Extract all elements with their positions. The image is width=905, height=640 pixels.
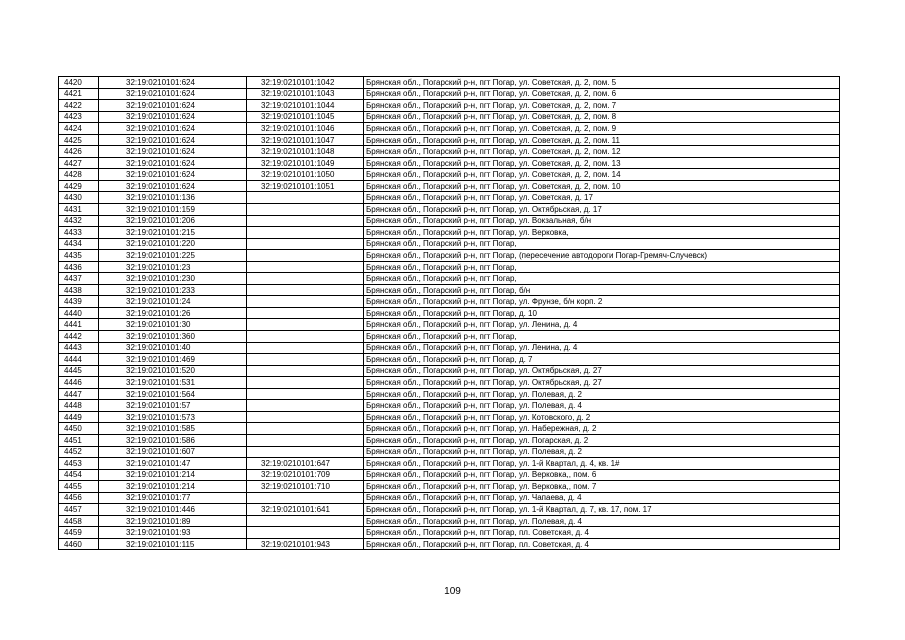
table-row (59, 296, 840, 308)
cadastral-number-cell: 32:19:0210101:624 (99, 123, 247, 135)
table-row (59, 307, 840, 319)
table-row (59, 111, 840, 123)
room-cadastral-number-cell (247, 377, 364, 389)
room-cadastral-number-cell (247, 411, 364, 423)
room-cadastral-number-cell (247, 423, 364, 435)
table-row (59, 423, 840, 435)
table-row (59, 123, 840, 135)
cadastral-number-cell: 32:19:0210101:624 (99, 77, 247, 89)
room-cadastral-number-cell (247, 331, 364, 343)
room-cadastral-number-cell (247, 400, 364, 412)
table-row (59, 504, 840, 516)
row-number-cell: 4420 (59, 77, 99, 89)
cadastral-number-cell: 32:19:0210101:77 (99, 492, 247, 504)
row-number-cell: 4425 (59, 134, 99, 146)
row-number-cell: 4423 (59, 111, 99, 123)
room-cadastral-number-cell (247, 215, 364, 227)
address-cell: Брянская обл., Погарский р-н, пгт Погар, ул. 1-й Квартал, д. 7, кв. 17, пом. 17 (364, 504, 840, 516)
address-cell: Брянская обл., Погарский р-н, пгт Погар, ул. Советская, д. 2, пом. 7 (364, 100, 840, 112)
cadastral-number-cell: 32:19:0210101:469 (99, 354, 247, 366)
address-cell: Брянская обл., Погарский р-н, пгт Погар, (пересечение автодороги Погар-Гремяч-Случевск) (364, 250, 840, 262)
table-row (59, 169, 840, 181)
table-row (59, 273, 840, 285)
address-cell: Брянская обл., Погарский р-н, пгт Погар, ул. Фрунзе, б/н корп. 2 (364, 296, 840, 308)
row-number-cell: 4421 (59, 88, 99, 100)
address-cell: Брянская обл., Погарский р-н, пгт Погар, ул. Чапаева, д. 4 (364, 492, 840, 504)
room-cadastral-number-cell (247, 284, 364, 296)
address-cell: Брянская обл., Погарский р-н, пгт Погар, ул. Октябрьская, д. 17 (364, 204, 840, 216)
address-cell: Брянская обл., Погарский р-н, пгт Погар, ул. Советская, д. 2, пом. 13 (364, 157, 840, 169)
room-cadastral-number-cell: 32:19:0210101:1047 (247, 134, 364, 146)
address-cell: Брянская обл., Погарский р-н, пгт Погар, ул. Полевая, д. 2 (364, 388, 840, 400)
property-register-table (58, 76, 840, 550)
row-number-cell: 4458 (59, 515, 99, 527)
cadastral-number-cell: 32:19:0210101:624 (99, 134, 247, 146)
table-row (59, 331, 840, 343)
room-cadastral-number-cell (247, 434, 364, 446)
table-row (59, 157, 840, 169)
room-cadastral-number-cell (247, 261, 364, 273)
room-cadastral-number-cell (247, 296, 364, 308)
table-row (59, 365, 840, 377)
cadastral-number-cell: 32:19:0210101:40 (99, 342, 247, 354)
cadastral-number-cell: 32:19:0210101:624 (99, 180, 247, 192)
table-row (59, 411, 840, 423)
address-cell: Брянская обл., Погарский р-н, пгт Погар, ул. 1-й Квартал, д. 4, кв. 1# (364, 458, 840, 470)
address-cell: Брянская обл., Погарский р-н, пгт Погар, ул. Ленина, д. 4 (364, 319, 840, 331)
table-row (59, 400, 840, 412)
cadastral-number-cell: 32:19:0210101:30 (99, 319, 247, 331)
cadastral-number-cell: 32:19:0210101:136 (99, 192, 247, 204)
row-number-cell: 4444 (59, 354, 99, 366)
row-number-cell: 4437 (59, 273, 99, 285)
cadastral-number-cell: 32:19:0210101:624 (99, 157, 247, 169)
table-row (59, 215, 840, 227)
address-cell: Брянская обл., Погарский р-н, пгт Погар, пл. Советская, д. 4 (364, 527, 840, 539)
table-row (59, 134, 840, 146)
room-cadastral-number-cell: 32:19:0210101:710 (247, 481, 364, 493)
address-cell: Брянская обл., Погарский р-н, пгт Погар, ул. Погарская, д. 2 (364, 434, 840, 446)
room-cadastral-number-cell (247, 354, 364, 366)
room-cadastral-number-cell: 32:19:0210101:1044 (247, 100, 364, 112)
cadastral-number-cell: 32:19:0210101:607 (99, 446, 247, 458)
table-row (59, 227, 840, 239)
address-cell: Брянская обл., Погарский р-н, пгт Погар, ул. Полевая, д. 4 (364, 400, 840, 412)
room-cadastral-number-cell: 32:19:0210101:1042 (247, 77, 364, 89)
room-cadastral-number-cell: 32:19:0210101:1048 (247, 146, 364, 158)
room-cadastral-number-cell (247, 342, 364, 354)
table-row (59, 377, 840, 389)
room-cadastral-number-cell (247, 227, 364, 239)
row-number-cell: 4450 (59, 423, 99, 435)
row-number-cell: 4445 (59, 365, 99, 377)
table-row (59, 88, 840, 100)
address-cell: Брянская обл., Погарский р-н, пгт Погар, ул. Верковка,, пом. 6 (364, 469, 840, 481)
row-number-cell: 4443 (59, 342, 99, 354)
table-row (59, 354, 840, 366)
cadastral-number-cell: 32:19:0210101:624 (99, 88, 247, 100)
cadastral-number-cell: 32:19:0210101:47 (99, 458, 247, 470)
room-cadastral-number-cell (247, 515, 364, 527)
row-number-cell: 4451 (59, 434, 99, 446)
address-cell: Брянская обл., Погарский р-н, пгт Погар, ул. Октябрьская, д. 27 (364, 377, 840, 389)
row-number-cell: 4436 (59, 261, 99, 273)
row-number-cell: 4431 (59, 204, 99, 216)
room-cadastral-number-cell: 32:19:0210101:1043 (247, 88, 364, 100)
room-cadastral-number-cell: 32:19:0210101:1051 (247, 180, 364, 192)
room-cadastral-number-cell (247, 238, 364, 250)
cadastral-number-cell: 32:19:0210101:585 (99, 423, 247, 435)
room-cadastral-number-cell (247, 388, 364, 400)
address-cell: Брянская обл., Погарский р-н, пгт Погар, ул. Советская, д. 2, пом. 9 (364, 123, 840, 135)
cadastral-number-cell: 32:19:0210101:214 (99, 469, 247, 481)
address-cell: Брянская обл., Погарский р-н, пгт Погар, ул. Октябрьская, д. 27 (364, 365, 840, 377)
table-row (59, 180, 840, 192)
row-number-cell: 4441 (59, 319, 99, 331)
address-cell: Брянская обл., Погарский р-н, пгт Погар, ул. Советская, д. 17 (364, 192, 840, 204)
row-number-cell: 4434 (59, 238, 99, 250)
table-row (59, 204, 840, 216)
address-cell: Брянская обл., Погарский р-н, пгт Погар, ул. Советская, д. 2, пом. 8 (364, 111, 840, 123)
address-cell: Брянская обл., Погарский р-н, пгт Погар, ул. Советская, д. 2, пом. 14 (364, 169, 840, 181)
row-number-cell: 4433 (59, 227, 99, 239)
table-row (59, 434, 840, 446)
row-number-cell: 4460 (59, 538, 99, 550)
address-cell: Брянская обл., Погарский р-н, пгт Погар, д. 7 (364, 354, 840, 366)
table-row (59, 192, 840, 204)
address-cell: Брянская обл., Погарский р-н, пгт Погар, ул. Советская, д. 2, пом. 10 (364, 180, 840, 192)
cadastral-number-cell: 32:19:0210101:115 (99, 538, 247, 550)
room-cadastral-number-cell (247, 319, 364, 331)
cadastral-number-cell: 32:19:0210101:624 (99, 111, 247, 123)
room-cadastral-number-cell (247, 446, 364, 458)
cadastral-number-cell: 32:19:0210101:225 (99, 250, 247, 262)
row-number-cell: 4453 (59, 458, 99, 470)
table-row (59, 481, 840, 493)
address-cell: Брянская обл., Погарский р-н, пгт Погар, ул. Верковка, (364, 227, 840, 239)
row-number-cell: 4452 (59, 446, 99, 458)
row-number-cell: 4449 (59, 411, 99, 423)
table-row (59, 342, 840, 354)
cadastral-number-cell: 32:19:0210101:26 (99, 307, 247, 319)
cadastral-number-cell: 32:19:0210101:586 (99, 434, 247, 446)
room-cadastral-number-cell: 32:19:0210101:1050 (247, 169, 364, 181)
cadastral-number-cell: 32:19:0210101:206 (99, 215, 247, 227)
address-cell: Брянская обл., Погарский р-н, пгт Погар, (364, 273, 840, 285)
table-row (59, 388, 840, 400)
cadastral-number-cell: 32:19:0210101:57 (99, 400, 247, 412)
row-number-cell: 4456 (59, 492, 99, 504)
cadastral-number-cell: 32:19:0210101:230 (99, 273, 247, 285)
page-number: 109 (444, 586, 461, 597)
address-cell: Брянская обл., Погарский р-н, пгт Погар, ул. Советская, д. 2, пом. 5 (364, 77, 840, 89)
cadastral-number-cell: 32:19:0210101:214 (99, 481, 247, 493)
row-number-cell: 4428 (59, 169, 99, 181)
table-row (59, 284, 840, 296)
row-number-cell: 4459 (59, 527, 99, 539)
table-row (59, 250, 840, 262)
cadastral-number-cell: 32:19:0210101:89 (99, 515, 247, 527)
cadastral-number-cell: 32:19:0210101:564 (99, 388, 247, 400)
row-number-cell: 4430 (59, 192, 99, 204)
cadastral-number-cell: 32:19:0210101:573 (99, 411, 247, 423)
row-number-cell: 4440 (59, 307, 99, 319)
table-row (59, 492, 840, 504)
room-cadastral-number-cell (247, 527, 364, 539)
address-cell: Брянская обл., Погарский р-н, пгт Погар, (364, 331, 840, 343)
row-number-cell: 4447 (59, 388, 99, 400)
address-cell: Брянская обл., Погарский р-н, пгт Погар, ул. Советская, д. 2, пом. 11 (364, 134, 840, 146)
row-number-cell: 4439 (59, 296, 99, 308)
cadastral-number-cell: 32:19:0210101:360 (99, 331, 247, 343)
row-number-cell: 4426 (59, 146, 99, 158)
address-cell: Брянская обл., Погарский р-н, пгт Погар, ул. Вокзальная, б/н (364, 215, 840, 227)
row-number-cell: 4457 (59, 504, 99, 516)
property-register-body (59, 77, 840, 550)
room-cadastral-number-cell (247, 250, 364, 262)
room-cadastral-number-cell (247, 492, 364, 504)
room-cadastral-number-cell: 32:19:0210101:943 (247, 538, 364, 550)
cadastral-number-cell: 32:19:0210101:624 (99, 169, 247, 181)
table-row (59, 238, 840, 250)
row-number-cell: 4455 (59, 481, 99, 493)
cadastral-number-cell: 32:19:0210101:159 (99, 204, 247, 216)
table-row (59, 77, 840, 89)
room-cadastral-number-cell (247, 273, 364, 285)
table-row (59, 458, 840, 470)
cadastral-number-cell: 32:19:0210101:531 (99, 377, 247, 389)
cadastral-number-cell: 32:19:0210101:93 (99, 527, 247, 539)
row-number-cell: 4432 (59, 215, 99, 227)
room-cadastral-number-cell: 32:19:0210101:641 (247, 504, 364, 516)
row-number-cell: 4454 (59, 469, 99, 481)
room-cadastral-number-cell (247, 365, 364, 377)
room-cadastral-number-cell: 32:19:0210101:1046 (247, 123, 364, 135)
room-cadastral-number-cell: 32:19:0210101:709 (247, 469, 364, 481)
row-number-cell: 4442 (59, 331, 99, 343)
address-cell: Брянская обл., Погарский р-н, пгт Погар, б/н (364, 284, 840, 296)
cadastral-number-cell: 32:19:0210101:24 (99, 296, 247, 308)
cadastral-number-cell: 32:19:0210101:624 (99, 100, 247, 112)
cadastral-number-cell: 32:19:0210101:520 (99, 365, 247, 377)
address-cell: Брянская обл., Погарский р-н, пгт Погар, (364, 238, 840, 250)
cadastral-number-cell: 32:19:0210101:220 (99, 238, 247, 250)
table-row (59, 446, 840, 458)
table-row (59, 261, 840, 273)
room-cadastral-number-cell: 32:19:0210101:1049 (247, 157, 364, 169)
address-cell: Брянская обл., Погарский р-н, пгт Погар, ул. Полевая, д. 4 (364, 515, 840, 527)
address-cell: Брянская обл., Погарский р-н, пгт Погар, ул. Полевая, д. 2 (364, 446, 840, 458)
cadastral-number-cell: 32:19:0210101:233 (99, 284, 247, 296)
row-number-cell: 4427 (59, 157, 99, 169)
address-cell: Брянская обл., Погарский р-н, пгт Погар, ул. Верковка,, пом. 7 (364, 481, 840, 493)
table-row (59, 100, 840, 112)
table-row (59, 527, 840, 539)
address-cell: Брянская обл., Погарский р-н, пгт Погар, ул. Советская, д. 2, пом. 6 (364, 88, 840, 100)
row-number-cell: 4438 (59, 284, 99, 296)
row-number-cell: 4424 (59, 123, 99, 135)
table-row (59, 469, 840, 481)
row-number-cell: 4435 (59, 250, 99, 262)
table-row (59, 319, 840, 331)
address-cell: Брянская обл., Погарский р-н, пгт Погар, ул. Советская, д. 2, пом. 12 (364, 146, 840, 158)
table-row (59, 538, 840, 550)
room-cadastral-number-cell: 32:19:0210101:647 (247, 458, 364, 470)
address-cell: Брянская обл., Погарский р-н, пгт Погар, пл. Советская, д. 4 (364, 538, 840, 550)
address-cell: Брянская обл., Погарский р-н, пгт Погар, ул. Котовского, д. 2 (364, 411, 840, 423)
row-number-cell: 4446 (59, 377, 99, 389)
room-cadastral-number-cell (247, 204, 364, 216)
row-number-cell: 4422 (59, 100, 99, 112)
address-cell: Брянская обл., Погарский р-н, пгт Погар, (364, 261, 840, 273)
table-row (59, 146, 840, 158)
cadastral-number-cell: 32:19:0210101:624 (99, 146, 247, 158)
row-number-cell: 4429 (59, 180, 99, 192)
row-number-cell: 4448 (59, 400, 99, 412)
cadastral-number-cell: 32:19:0210101:446 (99, 504, 247, 516)
room-cadastral-number-cell (247, 192, 364, 204)
address-cell: Брянская обл., Погарский р-н, пгт Погар, д. 10 (364, 307, 840, 319)
room-cadastral-number-cell (247, 307, 364, 319)
cadastral-number-cell: 32:19:0210101:23 (99, 261, 247, 273)
table-row (59, 515, 840, 527)
cadastral-number-cell: 32:19:0210101:215 (99, 227, 247, 239)
room-cadastral-number-cell: 32:19:0210101:1045 (247, 111, 364, 123)
address-cell: Брянская обл., Погарский р-н, пгт Погар, ул. Ленина, д. 4 (364, 342, 840, 354)
address-cell: Брянская обл., Погарский р-н, пгт Погар, ул. Набережная, д. 2 (364, 423, 840, 435)
